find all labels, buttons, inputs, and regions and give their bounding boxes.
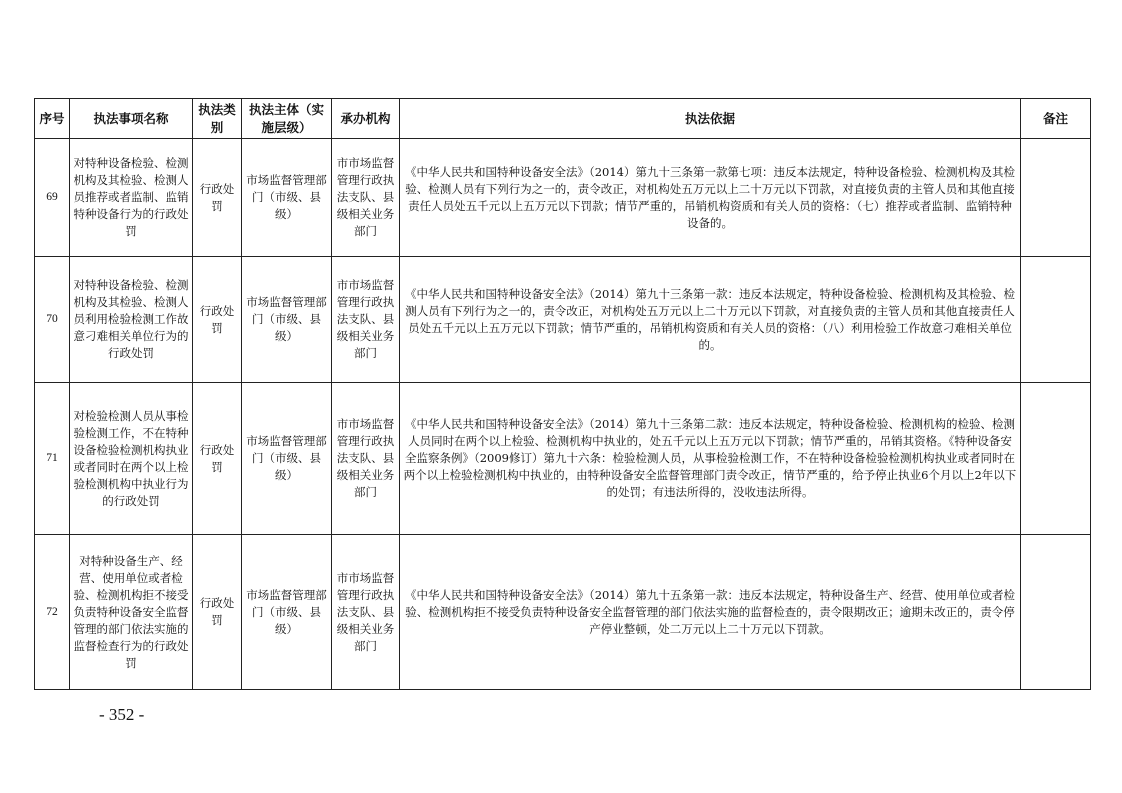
header-category: 执法类别 xyxy=(193,99,242,139)
cell-subject: 市场监督管理部门（市级、县级） xyxy=(242,257,332,383)
cell-remarks xyxy=(1021,535,1091,690)
cell-seq: 69 xyxy=(35,139,70,257)
cell-basis: 《中华人民共和国特种设备安全法》（2014）第九十三条第二款：违反本法规定，特种设备检验、检测机构的检验、检测人员同时在两个以上检验、检测机构中执业的，处五千元以上五万元以下罚款；情节严重的，吊销其资格。《特种设备安全监察条例》（2009修订）第九十六条：检验检测人员，从事检验检测工作，不在特种设备检验检测机构执业或者同时在两个以上检验检测机构中执业的，由特种设备安全监督管理部门责令改正，情节严重的，给予停止执业6个月以上2年以下的处罚；有违法所得的，没收违法所得。 xyxy=(400,383,1021,535)
cell-subject: 市场监督管理部门（市级、县级） xyxy=(242,383,332,535)
table-row xyxy=(35,139,1091,257)
header-basis: 执法依据 xyxy=(400,99,1021,139)
cell-agency: 市市场监督管理行政执法支队、县级相关业务部门 xyxy=(332,535,400,690)
cell-seq: 70 xyxy=(35,257,70,383)
cell-seq: 71 xyxy=(35,383,70,535)
cell-agency: 市市场监督管理行政执法支队、县级相关业务部门 xyxy=(332,257,400,383)
header-agency: 承办机构 xyxy=(332,99,400,139)
cell-seq: 72 xyxy=(35,535,70,690)
cell-item-name: 对特种设备生产、经营、使用单位或者检验、检测机构拒不接受负责特种设备安全监督管理的部门依法实施的监督检查行为的行政处罚 xyxy=(70,535,193,690)
cell-category: 行政处罚 xyxy=(193,257,242,383)
cell-agency: 市市场监督管理行政执法支队、县级相关业务部门 xyxy=(332,139,400,257)
cell-basis: 《中华人民共和国特种设备安全法》（2014）第九十三条第一款：违反本法规定，特种设备检验、检测机构及其检验、检测人员有下列行为之一的，责令改正，对机构处五万元以上二十万元以下罚款，对直接负责的主管人员和其他直接责任人员处五千元以上五万元以下罚款；情节严重的，吊销机构资质和有关人员的资格：（八）利用检验工作故意刁难相关单位的。 xyxy=(400,257,1021,383)
cell-agency: 市市场监督管理行政执法支队、县级相关业务部门 xyxy=(332,383,400,535)
cell-basis: 《中华人民共和国特种设备安全法》（2014）第九十三条第一款第七项：违反本法规定，特种设备检验、检测机构及其检验、检测人员有下列行为之一的，责令改正，对机构处五万元以上二十万元以下罚款，对直接负责的主管人员和其他直接责任人员处五千元以上五万元以下罚款；情节严重的，吊销机构资质和有关人员的资格：（七）推荐或者监制、监销特种设备的。 xyxy=(400,139,1021,257)
cell-basis: 《中华人民共和国特种设备安全法》（2014）第九十五条第一款：违反本法规定，特种设备生产、经营、使用单位或者检验、检测机构拒不接受负责特种设备安全监督管理的部门依法实施的监督检查的，责令限期改正；逾期未改正的，责令停产停业整顿，处二万元以上二十万元以下罚款。 xyxy=(400,535,1021,690)
header-seq: 序号 xyxy=(35,99,70,139)
table-row xyxy=(35,535,1091,690)
header-subject: 执法主体（实施层级） xyxy=(242,99,332,139)
enforcement-items-table xyxy=(34,98,1091,690)
cell-item-name: 对检验检测人员从事检验检测工作，不在特种设备检验检测机构执业或者同时在两个以上检验检测机构中执业行为的行政处罚 xyxy=(70,383,193,535)
cell-category: 行政处罚 xyxy=(193,383,242,535)
table-header-row xyxy=(35,99,1091,139)
cell-item-name: 对特种设备检验、检测机构及其检验、检测人员推荐或者监制、监销特种设备行为的行政处罚 xyxy=(70,139,193,257)
cell-remarks xyxy=(1021,383,1091,535)
cell-remarks xyxy=(1021,257,1091,383)
header-item-name: 执法事项名称 xyxy=(70,99,193,139)
cell-category: 行政处罚 xyxy=(193,139,242,257)
cell-subject: 市场监督管理部门（市级、县级） xyxy=(242,535,332,690)
cell-subject: 市场监督管理部门（市级、县级） xyxy=(242,139,332,257)
table-row xyxy=(35,383,1091,535)
table-row xyxy=(35,257,1091,383)
header-remarks: 备注 xyxy=(1021,99,1091,139)
cell-item-name: 对特种设备检验、检测机构及其检验、检测人员利用检验检测工作故意刁难相关单位行为的行政处罚 xyxy=(70,257,193,383)
cell-category: 行政处罚 xyxy=(193,535,242,690)
cell-remarks xyxy=(1021,139,1091,257)
page-number: - 352 - xyxy=(99,705,145,724)
